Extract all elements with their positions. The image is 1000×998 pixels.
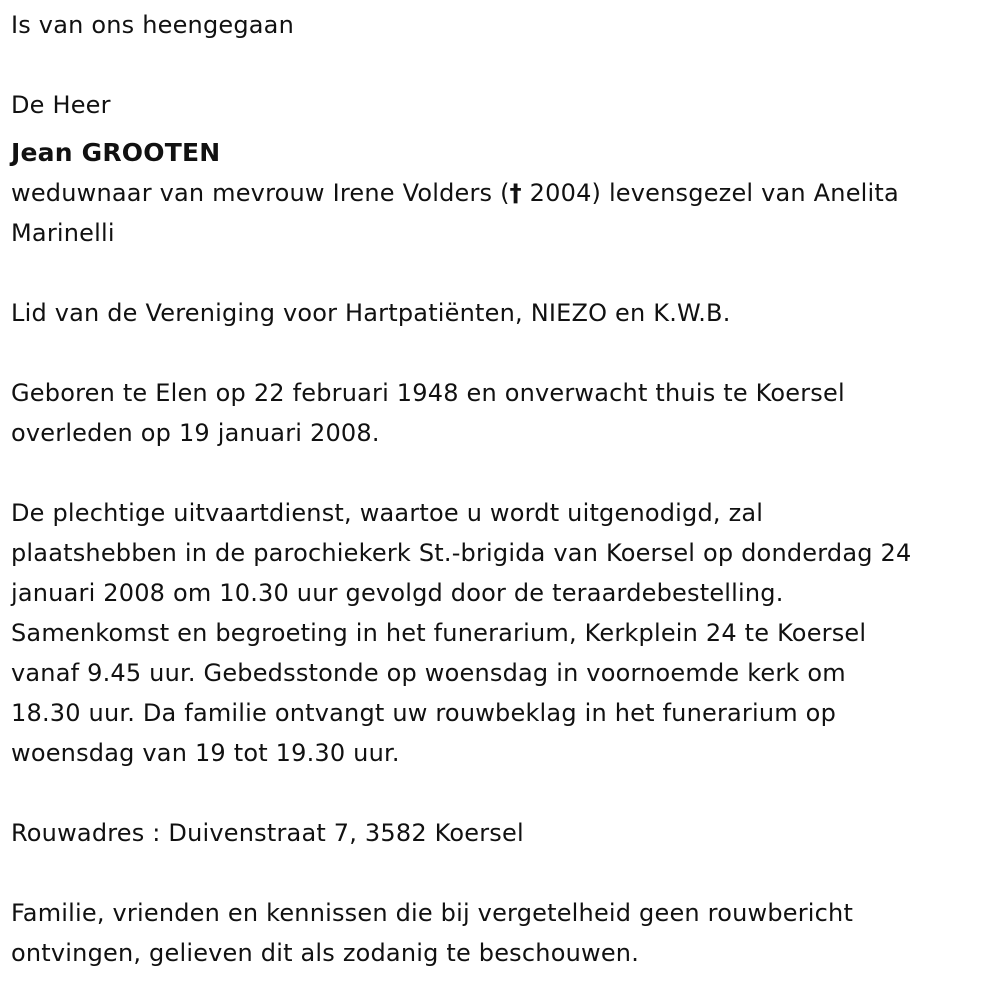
ceremony-line: plaatshebben in de parochiekerk St.-brigida van Koersel op donderdag 24 xyxy=(11,539,912,567)
closing-line: ontvingen, gelieven dit als zodanig te beschouwen. xyxy=(11,939,640,967)
ceremony-line: 18.30 uur. Da familie ontvangt uw rouwbeklag in het funerarium op xyxy=(11,699,837,727)
spacer xyxy=(11,853,1000,893)
membership-text: Lid van de Vereniging voor Hartpatiënten, NIEZO en K.W.B. xyxy=(11,299,731,327)
mourning-address: Rouwadres : Duivenstraat 7, 3582 Koersel xyxy=(11,819,524,847)
cross-icon: † xyxy=(509,179,522,207)
ceremony-line: woensdag van 19 tot 19.30 uur. xyxy=(11,739,400,767)
deceased-name: Jean GROOTEN xyxy=(11,138,221,167)
ceremony-line: januari 2008 om 10.30 uur gevolgd door de teraardebestelling. xyxy=(11,579,784,607)
relation-text-after: 2004) levensgezel van Anelita xyxy=(521,179,899,207)
ceremony-line: De plechtige uitvaartdienst, waartoe u wordt uitgenodigd, zal xyxy=(11,499,764,527)
relation-line-1 xyxy=(11,173,1000,213)
intro-text: Is van ons heengegaan xyxy=(11,11,295,39)
closing-line: Familie, vrienden en kennissen die bij vergetelheid geen rouwbericht xyxy=(11,899,854,927)
birth-death-line: Geboren te Elen op 22 februari 1948 en onverwacht thuis te Koersel xyxy=(11,379,845,407)
relation-line-2: Marinelli xyxy=(11,219,115,247)
spacer xyxy=(11,773,1000,813)
honorific-title: De Heer xyxy=(11,91,111,119)
spacer xyxy=(11,253,1000,293)
birth-death-line: overleden op 19 januari 2008. xyxy=(11,419,380,447)
spacer xyxy=(11,453,1000,493)
ceremony-line: vanaf 9.45 uur. Gebedsstonde op woensdag in voornoemde kerk om xyxy=(11,659,846,687)
spacer xyxy=(11,333,1000,373)
relation-text-before: weduwnaar van mevrouw Irene Volders ( xyxy=(11,179,510,207)
ceremony-line: Samenkomst en begroeting in het funerarium, Kerkplein 24 te Koersel xyxy=(11,619,867,647)
spacer xyxy=(11,45,1000,85)
